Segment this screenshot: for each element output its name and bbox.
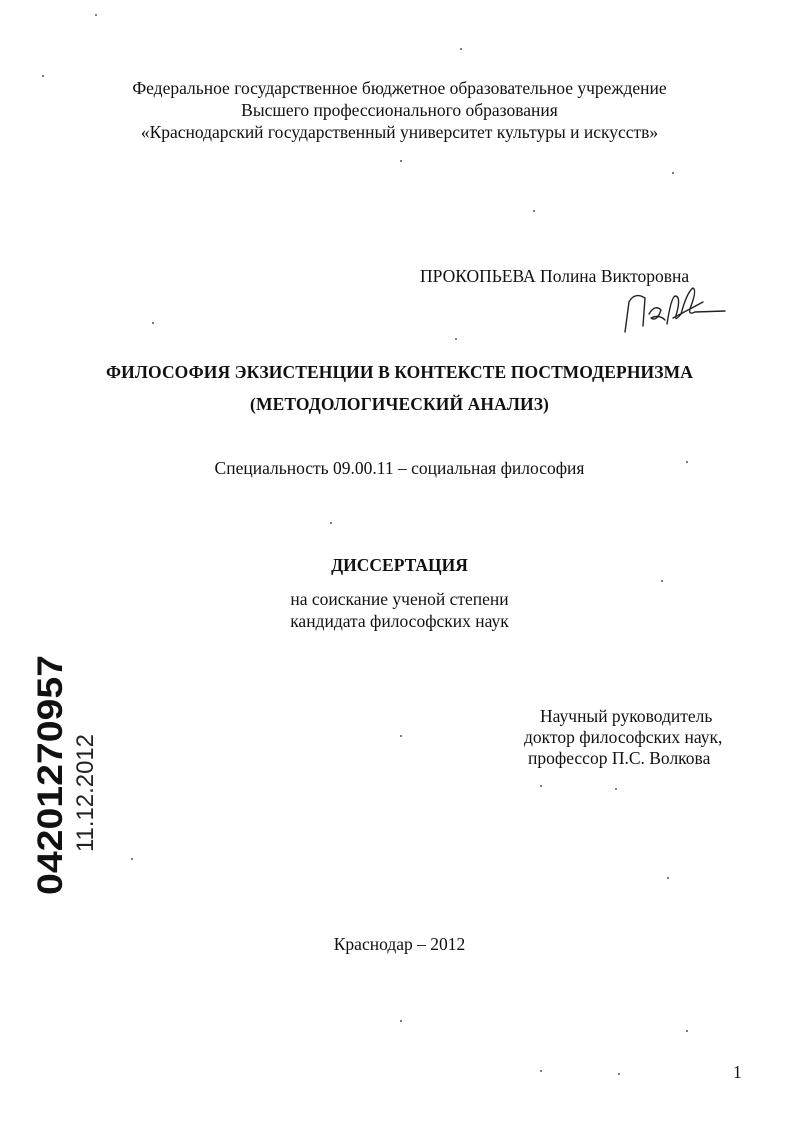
institution-line-3: «Краснодарский государственный университет культуры и искусств» xyxy=(140,122,659,142)
scan-speck xyxy=(661,580,663,582)
specialty: Специальность 09.00.11 – социальная философия xyxy=(214,458,585,478)
work-type: ДИССЕРТАЦИЯ xyxy=(331,555,468,575)
scan-speck xyxy=(400,735,402,737)
stamp-date: 11.12.2012 xyxy=(72,733,99,852)
scan-speck xyxy=(460,48,462,50)
author-name: ПРОКОПЬЕВА Полина Викторовна xyxy=(420,266,690,286)
degree-line-1: на соискание ученой степени xyxy=(290,589,509,609)
scan-speck xyxy=(686,1030,688,1032)
city-year: Краснодар – 2012 xyxy=(333,934,466,954)
scan-speck xyxy=(540,1070,542,1072)
stamp-number: 04201270957 xyxy=(31,680,70,895)
library-stamp xyxy=(10,652,120,902)
supervisor-line-2: доктор философских наук, xyxy=(524,727,723,747)
scan-speck xyxy=(95,14,97,16)
signature xyxy=(615,284,730,339)
institution-line-1: Федеральное государственное бюджетное образовательное учреждение xyxy=(132,78,667,98)
scan-speck xyxy=(686,461,688,463)
scan-speck xyxy=(540,785,542,787)
scan-speck xyxy=(672,172,674,174)
title-line-2: (МЕТОДОЛОГИЧЕСКИЙ АНАЛИЗ) xyxy=(250,394,549,414)
page-number: 1 xyxy=(733,1062,742,1082)
scan-speck xyxy=(400,160,402,162)
scan-speck xyxy=(152,322,154,324)
institution-line-2: Высшего профессионального образования xyxy=(241,100,558,120)
supervisor-line-1: Научный руководитель xyxy=(540,706,713,726)
scan-speck xyxy=(330,522,332,524)
scan-speck xyxy=(455,338,457,340)
scan-speck xyxy=(533,210,535,212)
scan-speck xyxy=(618,1073,620,1075)
scan-speck xyxy=(615,788,617,790)
scan-speck xyxy=(667,877,669,879)
supervisor-line-3: профессор П.С. Волкова xyxy=(528,748,711,768)
degree-line-2: кандидата философских наук xyxy=(290,611,509,631)
scan-speck xyxy=(400,1020,402,1022)
title-line-1: ФИЛОСОФИЯ ЭКЗИСТЕНЦИИ В КОНТЕКСТЕ ПОСТМОДЕРНИЗМА xyxy=(106,362,693,382)
supervisor-block xyxy=(520,706,722,769)
scan-speck xyxy=(42,75,44,77)
scan-speck xyxy=(131,858,133,860)
